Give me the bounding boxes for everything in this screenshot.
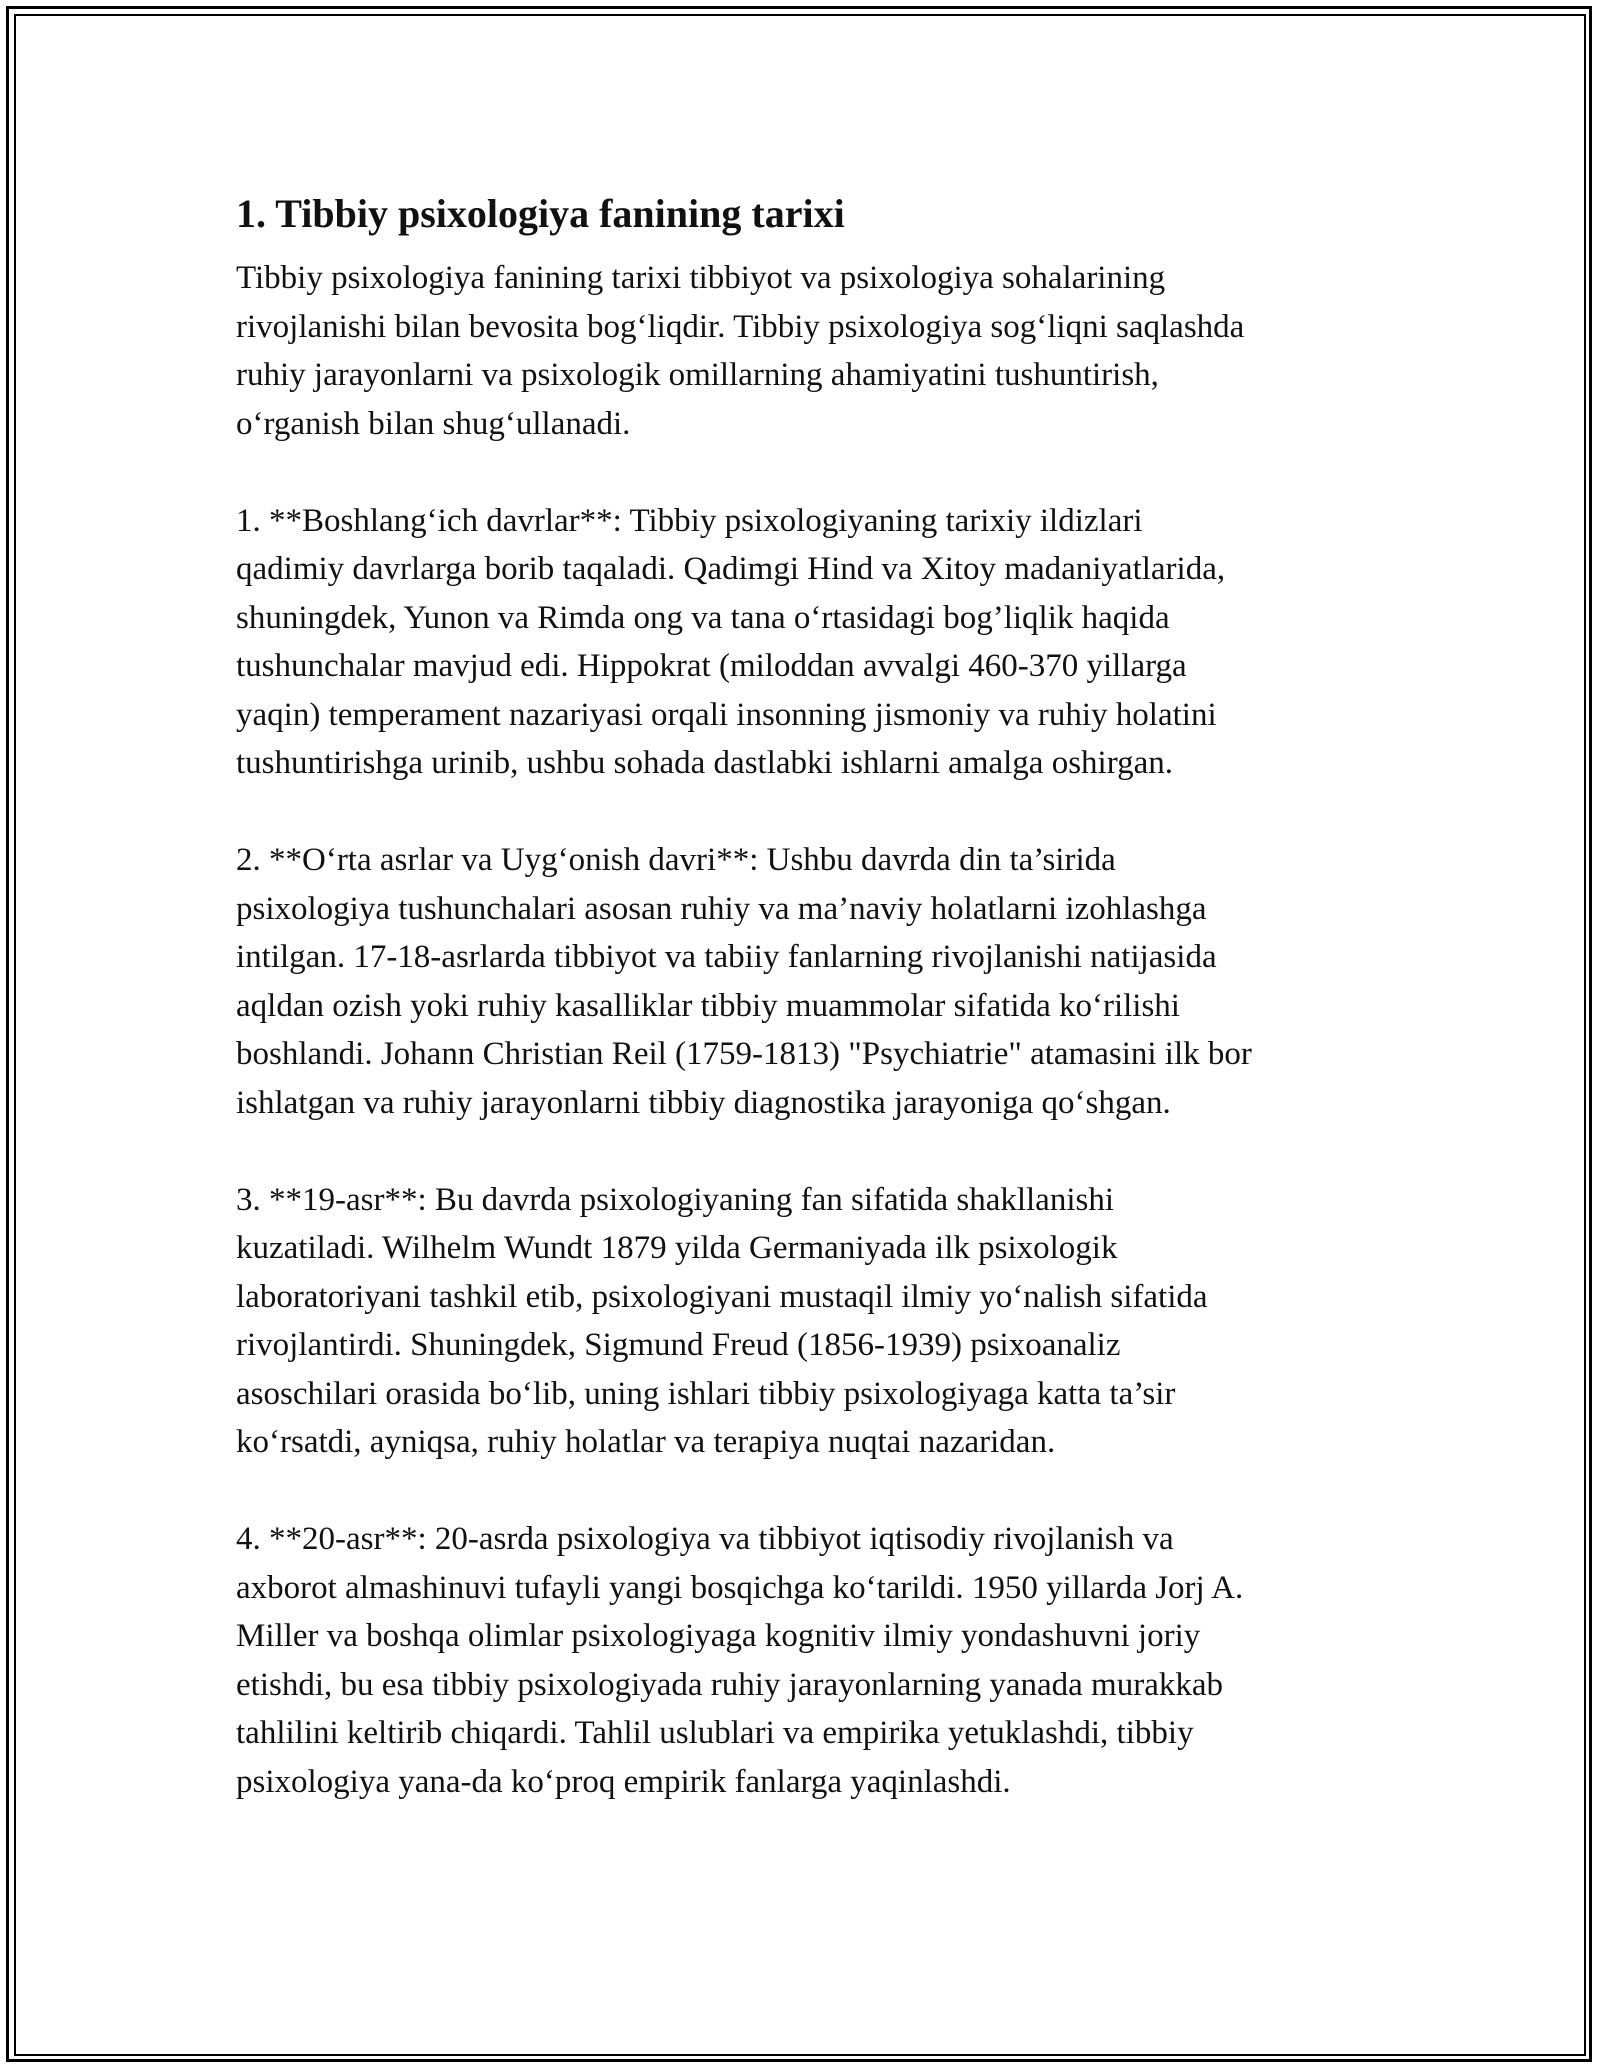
intro-paragraph: Tibbiy psixologiya fanining tarixi tibbiyot va psixologiya sohalarining rivojlanishi bilan bevosita bog‘liqdir. Tibbiy psixologiya sog‘liqni saqlashda ruhiy jarayonlarni va psixologik omillarning ahamiyatini tushuntirish, o‘rganish bilan shug‘ullanadi. — [236, 260, 1245, 442]
paragraph-19th-century: 3. **19-asr**: Bu davrda psixologiyaning fan sifatida shakllanishi kuzatiladi. Wilhelm Wundt 1879 yilda Germaniyada ilk psixologik laboratoriyani tashkil etib, psixologiyani mustaqil ilmiy yo‘nalish sifatida rivojlantirdi. Shuningdek, Sigmund Freud (1856-1939) psixoanaliz asoschilari orasida bo‘lib, uning ishlari tibbiy psixologiyaga katta ta’sir ko‘rsatdi, ayniqsa, ruhiy holatlar va terapiya nuqtai nazaridan. — [236, 1181, 1208, 1460]
paragraph-20th-century: 4. **20-asr**: 20-asrda psixologiya va tibbiyot iqtisodiy rivojlanish va axborot almashinuvi tufayli yangi bosqichga ko‘tarildi. 1950 yillarda Jorj A. Miller va boshqa olimlar psixologiyaga kognitiv ilmiy yondashuvni joriy etishdi, bu esa tibbiy psixologiyada ruhiy jarayonlarning yanada murakkab tahlilini keltirib chiqardi. Tahlil uslublari va empirika yetuklashdi, tibbiy psixologiya yana-da ko‘proq empirik fanlarga yaqinlashdi. — [236, 1521, 1244, 1800]
paragraph-early-periods: 1. **Boshlang‘ich davrlar**: Tibbiy psixologiyaning tarixiy ildizlari qadimiy davrlarga borib taqaladi. Qadimgi Hind va Xitoy madaniyatlarida, shuningdek, Yunon va Rimda ong va tana o‘rtasidagi bog’liqlik haqida tushunchalar mavjud edi. Hippokrat (miloddan avvalgi 460-370 yillarga yaqin) temperament nazariyasi orqali insonning jismoniy va ruhiy holatini tushuntirishga urinib, ushbu sohada dastlabki ishlarni amalga oshirgan. — [236, 502, 1226, 781]
document-body — [236, 186, 1376, 1806]
paragraph-middle-ages: 2. **O‘rta asrlar va Uyg‘onish davri**: Ushbu davrda din ta’sirida psixologiya tushunchalari asosan ruhiy va ma’naviy holatlarni izohlashga intilgan. 17-18-asrlarda tibbiyot va tabiiy fanlarning rivojlanishi natijasida aqldan ozish yoki ruhiy kasalliklar tibbiy muammolar sifatida ko‘rilishi boshlandi. Johann Christian Reil (1759-1813) "Psychiatrie" atamasini ilk bor ishlatgan va ruhiy jarayonlarni tibbiy diagnostika jarayoniga qo‘shgan. — [236, 842, 1252, 1121]
document-title: 1. Tibbiy psixologiya fanining tarixi — [236, 191, 845, 236]
